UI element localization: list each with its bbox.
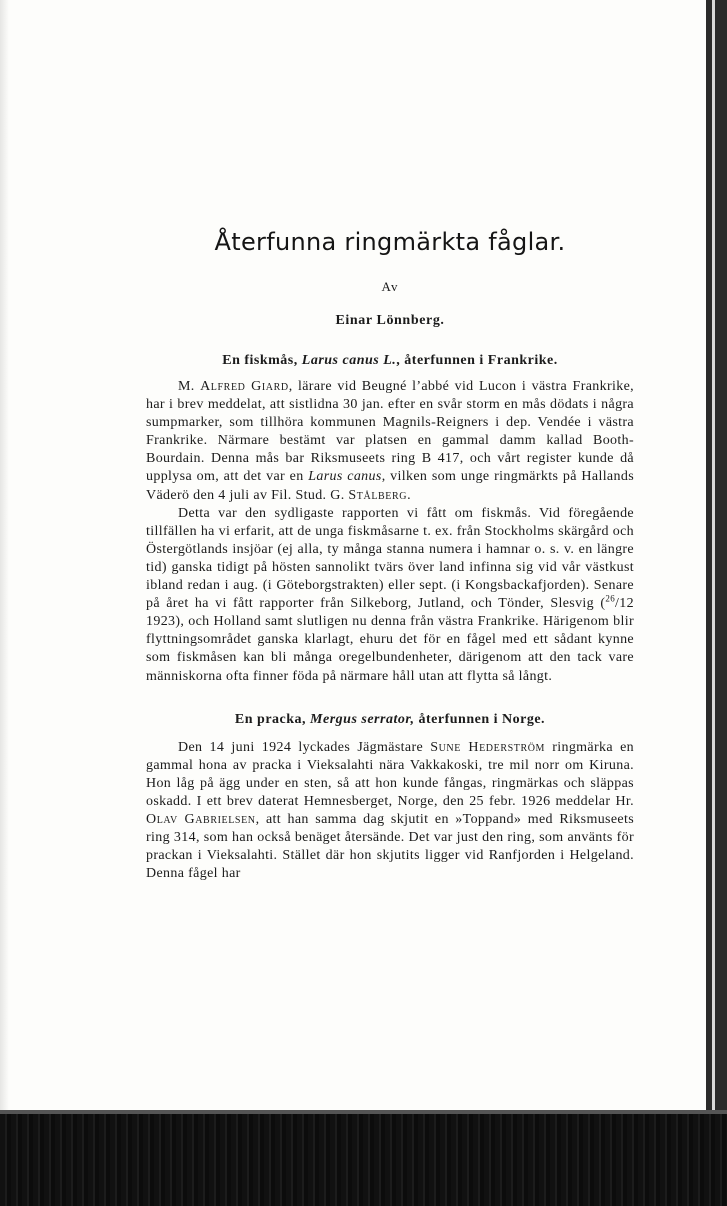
paragraph-text: Den 14 juni 1924 lyckades Jägmästare	[178, 739, 431, 755]
paragraph-fiskmas-2	[146, 505, 634, 686]
section-heading-pracka	[146, 712, 634, 728]
paragraph-fiskmas-1	[146, 378, 634, 505]
paragraph-pracka-1	[146, 739, 634, 884]
heading-latin-name: Larus canus L.	[301, 353, 397, 368]
author-name: Einar Lönnberg.	[335, 313, 445, 328]
date-superscript: 26	[605, 593, 616, 604]
person-name: Olav Gabrielsen	[146, 811, 256, 827]
byline-av: Av	[381, 279, 399, 294]
paragraph-text: Detta var den sydligaste rapporten vi fått om fiskmås. Vid föregående tillfällen ha vi erfarit, att de unga fiskmåsarne t. ex. från Stockholms skärgård och Östergötlands insjöar (ej alla, ty många stanna numera i hamnar o. s. v. en längre tid) ganska tidigt på hösten sannolikt tvärs över land infinna sig vid vår västkust ibland redan i aug. (i Göteborgstrakten) eller sept. (i Kongsbackafjorden). Senare på året ha vi fått rapporter från Silkeborg, Jutland, och Tönder, Slesvig (	[146, 505, 634, 612]
heading-text: återfunnen i Norge.	[414, 711, 546, 727]
person-name: Stålberg	[348, 487, 408, 503]
page-left-edge	[0, 0, 9, 1110]
heading-text: En pracka,	[234, 711, 311, 727]
paragraph-text: .	[407, 487, 411, 503]
scanner-bottom-band	[0, 1110, 727, 1206]
heading-latin-name: Mergus serrator,	[310, 711, 415, 727]
latin-name: Larus canus	[308, 469, 382, 485]
paragraph-text: ringmärka en gammal hona av pracka i Vieksalahti nära Vakkakoski, tre mil norr om Kiruna. Hon låg på ägg under en sten, så att hon kunde fångas, ringmärkas och släppas oskadd. I ett brev daterat Hemnesberget, Norge, den 25 febr. 1926 meddelar Hr.	[146, 739, 634, 809]
paragraph-text: , lärare vid Beugné l’abbé vid Lucon i västra Frankrike, har i brev meddelat, att sistlidna 30 jan. efter en svår storm en mås dödats i några sumpmarker, som tillhöra kommunen Magnils-Reigners i dep. Vendée i västra Frankrike. Närmare bestämt var platsen en gammal damm kallad Booth-Bourdain. Denna mås bar Riksmuseets ring B 417, och vårt register kunde då upplysa om, att det var en	[146, 379, 634, 485]
heading-text: , återfunnen i Frankrike.	[396, 353, 558, 368]
paragraph-text: M.	[178, 379, 201, 394]
article-title: Återfunna ringmärkta fåglar.	[214, 228, 566, 256]
date-text: /12 1923	[146, 596, 634, 630]
article	[146, 220, 634, 883]
page-right-edge	[706, 0, 727, 1110]
section-heading-fiskmas	[146, 353, 634, 369]
paragraph-text: , vilken som unge ringmärkts på Hallands Väderö den 4 juli av Fil. Stud. G.	[146, 469, 634, 503]
person-name: Sune Hederström	[430, 739, 546, 755]
paragraph-text: , att han samma dag skjutit en »Toppand» med Riksmuseets ring 314, som han också benäget återsände. Det var just den ring, som använts för prackan i Vieksalahti. Stället där hon skjutits ligger vid Ranfjorden i Helgeland. Denna fågel har	[146, 811, 635, 882]
paragraph-text: ), och Holland samt slutligen nu denna från västra Frankrike. Härigenom blir flyttningsområdet ganska klarlagt, ehuru det för en fågel med ett sådant kynne som fiskmåsen kan bli många oregelbundenheter, därigenom att den tack vare människorna ofta finner föda på närmare håll utan att flytta så långt.	[146, 614, 634, 684]
person-name: Alfred Giard	[200, 379, 289, 394]
heading-text: En fiskmås,	[222, 353, 302, 368]
